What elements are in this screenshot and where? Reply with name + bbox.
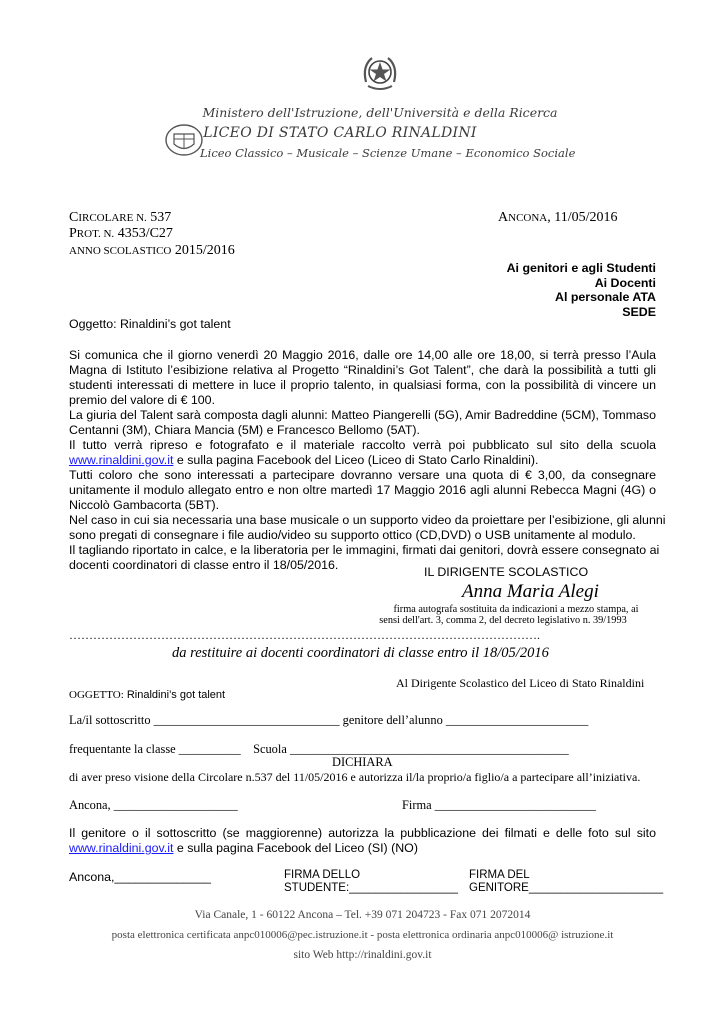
recipient-ata: Al personale ATA	[555, 290, 656, 305]
parent-signature-field[interactable]: _____________________	[528, 882, 664, 894]
letter-body: Si comunica che il giorno venerdì 20 Maggio 2016, dalle ore 14,00 alle ore 18,00, si terrà presso l’Aula Magna di Istituto l’esibizione relativa al Progetto “Rinaldini’s Got Talent”, che darà la possibilità a tutti gli studenti interessati di mettere in luce il proprio talento, in qualsiasi forma, con la possibilità di vincere un premio del valore di € 100. La giuria del Talent sarà composta dagli alunni: Matteo Piangerelli (5G), Amir Badreddine (5CM), Tommaso Centanni (3M), Chiara Mancia (5M) e Francesco Bellomo (5AT). Il tutto verrà ripreso e fotografato e il materiale raccolto verrà poi pubblicato sul sito della scuola www.rinaldini.gov.it e sulla pagina Facebook del Liceo (Liceo di Stato Carlo Rinaldini). Tutti coloro che sono interessati a partecipare dovranno versare una quota di € 3,00, da consegnare unitamente il modulo allegato entro e non oltre martedì 17 Maggio 2016 agli alunni Rebecca Magni (4G) o Niccolò Gambacorta (5BT). Nel caso in cui sia necessaria una base musicale o un supporto video da proiettare per l’esibizione, gli alunni sono pregati di consegnare i file audio/video su supporto ottico (CD,DVD) o USB unitamente al modulo. Il tagliando riportato in calce, e la liberatoria per le immagini, firmati dai genitori, dovrà essere consegnato ai docenti coordinatori di classe entro il 18/05/2016.	[69, 348, 666, 572]
signature-field[interactable]: __________________________	[434, 798, 596, 812]
school-name: LICEO DI STATO CARLO RINALDINI	[203, 125, 477, 141]
footer-address: Via Canale, 1 - 60122 Ancona – Tel. +39 071 204723 - Fax 071 2072014	[194, 909, 531, 921]
signature-note-2: sensi dell'art. 3, comma 2, del decreto legislativo n. 39/1993	[379, 615, 627, 626]
recipient-sede: SEDE	[622, 305, 656, 320]
form-subject: OGGETTO: Rinaldini’s got talent	[69, 689, 226, 701]
consent-paragraph: Il genitore o il sottoscritto (se maggiorenne) autorizza la pubblicazione dei filmati e delle foto sul sito www.rinaldini.gov.it e sulla pagina Facebook del Liceo (SI) (NO)	[69, 826, 656, 855]
class-field[interactable]: __________	[178, 742, 241, 756]
form-row-sign: Ancona, ____________________	[69, 798, 238, 812]
signer-name-field[interactable]: ______________________________	[153, 713, 340, 727]
student-signature-block: FIRMA DELLO STUDENTE:_________________	[284, 869, 458, 894]
student-name-field[interactable]: _______________________	[445, 713, 589, 727]
signature-name: Anna Maria Alegi	[462, 581, 599, 602]
form-addressee: Al Dirigente Scolastico del Liceo di Stato Rinaldini	[396, 676, 645, 690]
school-year: ANNO SCOLASTICO 2015/2016	[69, 243, 235, 258]
declaration-text: di aver preso visione della Circolare n.537 del 11/05/2016 e autorizza il/la proprio/a figlio/a a partecipare all’iniziativa.	[69, 770, 641, 784]
date-field[interactable]: ____________________	[113, 798, 238, 812]
school-crest	[164, 122, 204, 158]
form-row-class: frequentante la classe __________ Scuola _____________________________________________	[69, 742, 569, 756]
return-note: da restituire ai docenti coordinatori di classe entro il 18/05/2016	[172, 645, 549, 661]
website-link[interactable]: www.rinaldini.gov.it	[69, 453, 174, 467]
footer-website: sito Web http://rinaldini.gov.it	[293, 949, 432, 961]
final-date-field[interactable]: ______________	[114, 870, 211, 884]
recipient-parents: Ai genitori e agli Studenti	[506, 261, 656, 275]
parent-signature-block: FIRMA DEL GENITORE_____________________	[469, 869, 664, 894]
recipients	[400, 261, 656, 320]
cut-line: ……………………………………………………………………………………………………….	[69, 628, 540, 642]
dichiara-heading: DICHIARA	[332, 755, 393, 769]
school-tracks: Liceo Classico – Musicale – Scienze Umane – Economico Sociale	[200, 146, 576, 160]
signature-note-1: firma autografa sostituita da indicazioni a mezzo stampa, ai	[393, 604, 639, 615]
school-field[interactable]: _____________________________________________	[289, 742, 569, 756]
consent-website-link[interactable]: www.rinaldini.gov.it	[69, 841, 174, 855]
recipient-teachers: Ai Docenti	[594, 275, 656, 290]
protocol-number: PROT. N. 4353/C27	[69, 226, 173, 241]
student-signature-field[interactable]: _________________	[349, 882, 458, 894]
form-row-name: La/il sottoscritto ______________________________ genitore dell’alunno _______________________	[69, 713, 589, 727]
form-row-final-date: Ancona,______________	[69, 870, 211, 884]
subject-line: Oggetto: Rinaldini’s got talent	[69, 317, 231, 331]
republic-emblem	[360, 52, 400, 94]
footer-email: posta elettronica certificata anpc010006@pec.istruzione.it - posta elettronica ordinaria anpc010006@ istruzione.it	[111, 929, 614, 941]
place-date: ANCONA, 11/05/2016	[498, 210, 618, 225]
ministry-line: Ministero dell'Istruzione, dell'Università e della Ricerca	[202, 105, 558, 120]
form-row-firma: Firma __________________________	[402, 798, 596, 812]
signature-role: IL DIRIGENTE SCOLASTICO	[424, 565, 589, 579]
circular-number: CIRCOLARE N. 537	[69, 210, 172, 225]
